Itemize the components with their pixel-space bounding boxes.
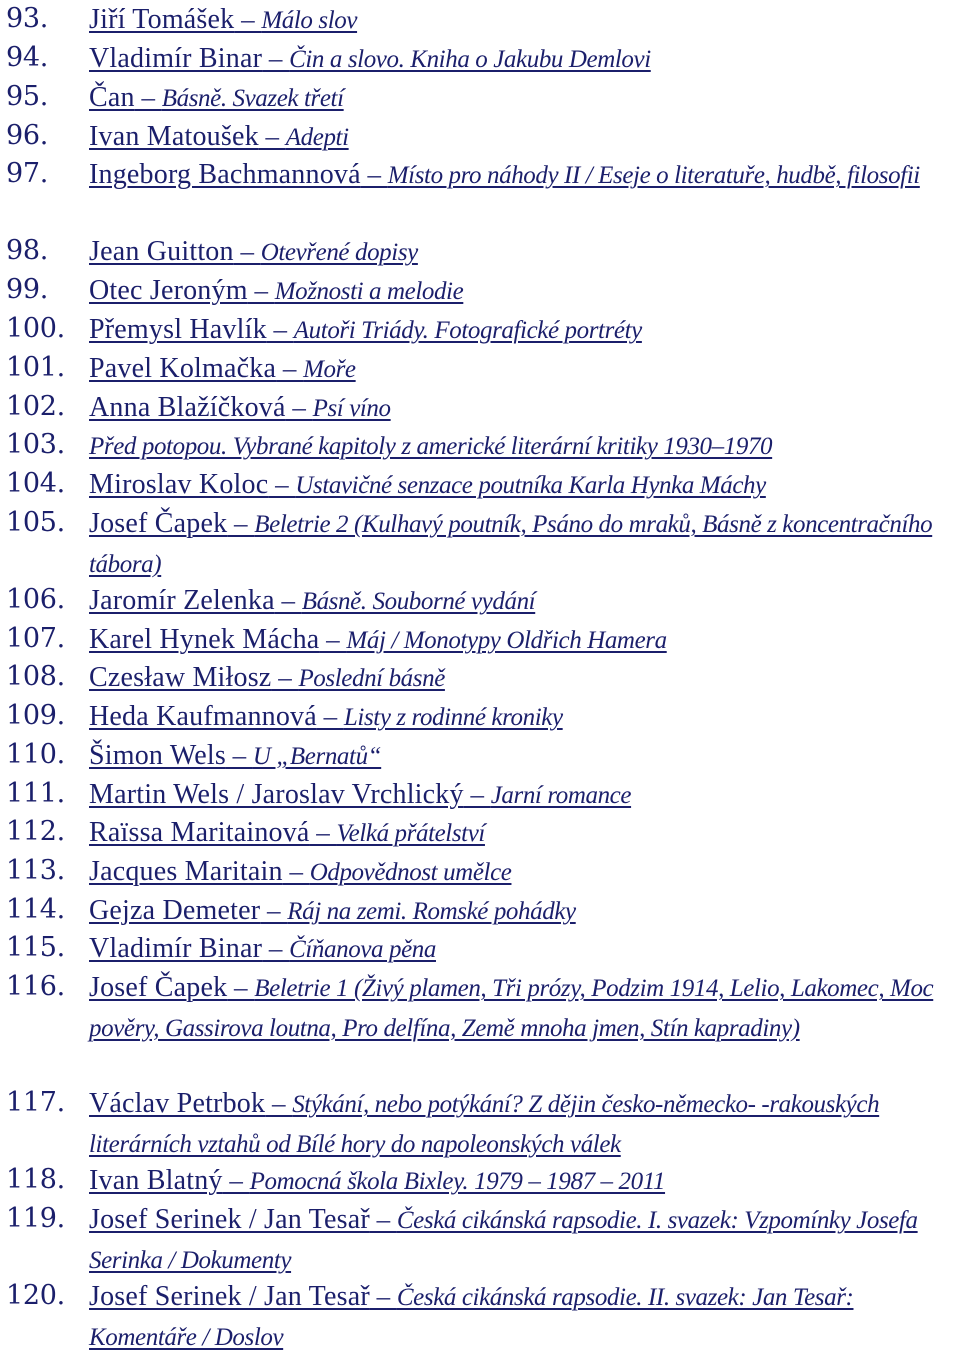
entry-title: Poslední básně [298,665,445,692]
entry-separator: – [360,159,388,189]
entry-separator: – [260,895,288,925]
entry-number: 112. [6,816,65,847]
entry-author: Otec Jeroným [89,275,248,306]
entry-title: Beletrie 1 (Živý plamen, Tři prózy, Podzim 1914, Lelio, Lakomec, Moc pověry, Gassirova loutna, Pro delfína, Země mnoha jmen, Stín kapradiny) [89,975,934,1042]
entry-author: Josef Serinek / Jan Tesař [89,1281,370,1312]
entry-number: 114. [6,894,65,925]
entry-title: Čin a slovo. Kniha o Jakubu Demlovi [289,46,651,73]
book-link[interactable] [89,1088,879,1159]
entry-separator: – [282,856,310,886]
book-link[interactable] [89,972,933,1043]
book-link[interactable] [89,314,642,345]
entry-number: 101. [6,352,65,383]
entry-text [89,155,955,196]
entry-author: Anna Blažíčková [89,392,286,423]
entry-number: 96. [6,120,49,151]
entry-author: Václav Petrbok [89,1088,266,1119]
entry-text [89,852,955,893]
entry-separator: – [265,1088,293,1118]
entry-number: 93. [6,3,49,34]
book-link[interactable] [89,1204,918,1275]
entry-text [89,775,955,816]
entry-separator: – [227,508,255,538]
book-link[interactable] [89,275,463,306]
entry-separator: – [309,817,337,847]
entry-text [89,581,955,622]
entry-number: 98. [6,235,49,266]
entry-separator: – [225,740,253,770]
entry-number: 99. [6,274,49,305]
entry-text [89,117,955,158]
entry-text [89,813,955,854]
entry-title: Listy z rodinné kroniky [343,704,563,731]
book-link[interactable] [89,121,349,152]
book-link[interactable] [89,933,436,964]
entry-number: 108. [6,661,65,692]
entry-author: Jacques Maritain [89,856,283,887]
entry-separator: – [316,701,344,731]
entry-author: Miroslav Koloc [89,469,269,500]
entry-title: Pomocná škola Bixley. 1979 – 1987 – 2011 [249,1168,666,1195]
entry-author: Raïssa Maritainová [89,817,310,848]
entry-author: Šimon Wels [89,740,226,771]
book-link[interactable] [89,4,357,35]
entry-author: Josef Čapek [89,972,228,1003]
entry-author: Karel Hynek Mácha [89,624,320,655]
book-link[interactable] [89,1165,665,1196]
book-link[interactable] [89,817,485,848]
entry-title: Místo pro náhody II / Eseje o literatuře, hudbě, filosofii [387,162,920,189]
book-link[interactable] [89,43,651,74]
entry-number: 113. [6,855,65,886]
entry-text [89,968,955,1048]
entry-text [89,465,955,506]
entry-number: 94. [6,42,49,73]
entry-separator: – [134,82,162,112]
entry-author: Ivan Matoušek [89,121,259,152]
entry-title: Možnosti a melodie [274,278,464,305]
entry-title: Stýkání, nebo potýkání? Z dějin česko-německo- -rakouských literárních vztahů od Bílé hory do napoleonských válek [89,1091,880,1158]
entry-title: Česká cikánská rapsodie. I. svazek: Vzpomínky Josefa Serinka / Dokumenty [89,1207,918,1274]
entry-separator: – [258,121,286,151]
entry-title: Adepti [285,124,349,151]
entry-title: Otevřené dopisy [260,239,418,266]
entry-text [89,929,955,970]
entry-title: Autoři Triády. Fotografické portréty [293,317,642,344]
entry-number: 104. [6,468,65,499]
entry-text [89,78,955,119]
entry-separator: – [276,353,304,383]
book-link[interactable] [89,430,772,461]
entry-number: 103. [6,429,65,460]
entry-author: Josef Serinek / Jan Tesař [89,1204,370,1235]
entry-title: Číňanova pěna [289,936,436,963]
entry-text [89,426,955,467]
book-link[interactable] [89,82,344,113]
entry-separator: – [268,469,296,499]
entry-number: 111. [6,778,65,809]
entry-number: 119. [6,1203,65,1234]
entry-text [89,349,955,390]
entry-text [89,658,955,699]
entry-author: Čan [89,82,135,113]
entry-number: 102. [6,391,65,422]
entry-separator: – [271,662,299,692]
book-link[interactable] [89,585,535,616]
book-link[interactable] [89,159,920,190]
entry-title: Před potopou. Vybrané kapitoly z americké literární kritiky 1930–1970 [89,433,773,460]
entry-text [89,1084,955,1164]
book-link[interactable] [89,392,391,423]
entry-separator: – [319,624,347,654]
entry-separator: – [369,1281,397,1311]
entry-title: Psí víno [312,395,391,422]
entry-separator: – [234,4,262,34]
entry-title: Ustavičné senzace poutníka Karla Hynka Máchy [295,472,766,499]
entry-number: 97. [6,158,49,189]
entry-author: Gejza Demeter [89,895,261,926]
entry-author: Jean Guitton [89,236,234,267]
entry-number: 117. [6,1087,65,1118]
entry-number: 105. [6,507,65,538]
entry-text [89,1161,955,1202]
entry-text [89,697,955,738]
entry-number: 109. [6,700,65,731]
entry-text [89,1277,955,1357]
entry-number: 116. [6,971,65,1002]
book-link[interactable] [89,353,356,384]
entry-separator: – [222,1165,250,1195]
entry-title: Básně. Souborné vydání [301,588,536,615]
entry-author: Martin Wels / Jaroslav Vrchlický [89,779,464,810]
entry-number: 110. [6,739,65,770]
entry-text [89,736,955,777]
entry-text [89,39,955,80]
entry-separator: – [262,43,290,73]
entry-separator: – [227,972,255,1002]
entry-title: Máj / Monotypy Oldřich Hamera [346,627,667,654]
entry-author: Vladimír Binar [89,43,263,74]
entry-title: Ráj na zemi. Romské pohádky [287,898,576,925]
book-link[interactable] [89,895,576,926]
entry-separator: – [262,933,290,963]
entry-number: 95. [6,81,49,112]
entry-text [89,620,955,661]
entry-separator: – [266,314,294,344]
entry-author: Pavel Kolmačka [89,353,277,384]
entry-author: Josef Čapek [89,508,228,539]
entry-title: Jarní romance [490,782,632,809]
entry-number: 107. [6,623,65,654]
entry-author: Ivan Blatný [89,1165,223,1196]
book-link[interactable] [89,624,667,655]
entry-separator: – [247,275,275,305]
entry-author: Heda Kaufmannová [89,701,317,732]
book-link[interactable] [89,469,766,500]
book-link[interactable] [89,779,631,810]
book-link[interactable] [89,662,445,693]
entry-number: 118. [6,1164,65,1195]
book-link[interactable] [89,1281,853,1352]
book-link[interactable] [89,740,381,771]
entry-text [89,271,955,312]
entry-number: 100. [6,313,65,344]
entry-author: Přemysl Havlík [89,314,267,345]
entry-number: 120. [6,1280,65,1311]
entry-separator: – [274,585,302,615]
entry-separator: – [463,779,491,809]
entry-text [89,1200,955,1280]
book-link[interactable] [89,701,563,732]
entry-separator: – [233,236,261,266]
entry-text [89,504,955,584]
entry-text [89,891,955,932]
entry-number: 115. [6,932,65,963]
entry-separator: – [369,1204,397,1234]
entry-text [89,232,955,273]
book-link[interactable] [89,236,418,267]
entry-author: Jaromír Zelenka [89,585,275,616]
entry-number: 106. [6,584,65,615]
entry-author: Vladimír Binar [89,933,263,964]
entry-title: Odpovědnost umělce [309,859,512,886]
entry-title: Moře [303,356,356,383]
entry-title: Beletrie 2 (Kulhavý poutník, Psáno do mraků, Básně z koncentračního tábora) [89,511,933,578]
entry-title: U „Bernatů“ [252,743,382,770]
book-link[interactable] [89,856,511,887]
entry-text [89,388,955,429]
entry-separator: – [285,392,313,422]
entry-title: Velká přátelství [336,820,485,847]
entry-text [89,310,955,351]
book-link[interactable] [89,508,932,579]
entry-title: Málo slov [261,7,358,34]
entry-author: Ingeborg Bachmannová [89,159,361,190]
entry-title: Česká cikánská rapsodie. II. svazek: Jan Tesař: Komentáře / Doslov [89,1284,854,1351]
entry-author: Czesław Miłosz [89,662,272,693]
entry-title: Básně. Svazek třetí [161,85,344,112]
entry-author: Jiří Tomášek [89,4,235,35]
entry-text [89,0,955,41]
